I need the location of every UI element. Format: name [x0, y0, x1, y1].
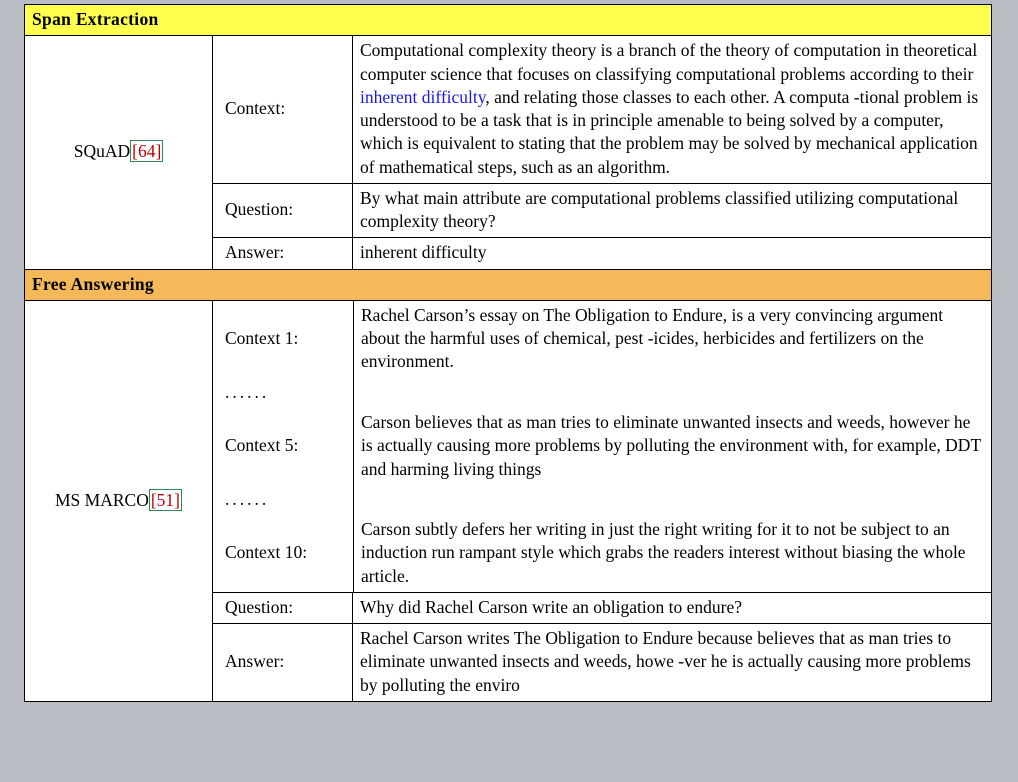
free-answering-heading: Free Answering [25, 269, 992, 300]
dataset-label: SQuAD [73, 141, 131, 162]
ellipsis-2-spacer [353, 485, 991, 515]
row-label-context-10: Context 10: [225, 542, 308, 563]
table [24, 4, 992, 702]
row-text-answer: Rachel Carson writes The Obligation to Endure because believes that as man tries to eliminate unwanted insects and weeds, howe -ver he is actually causing more problems by polluting the enviro [353, 624, 992, 702]
citation-ref[interactable]: [64] [132, 141, 162, 162]
span-extraction-heading: Span Extraction [25, 5, 992, 36]
citation-ref[interactable]: [51] [150, 489, 180, 510]
context-grid [213, 301, 991, 592]
context-group-cell [213, 300, 992, 592]
row-label-question: Question: [213, 183, 353, 238]
row-text-context [353, 36, 992, 184]
row-text-context-5: Carson believes that as man tries to eliminate unwanted insects and weeds, however he is actually causing more problems by polluting the environment with, for example, DDT and harming living things [353, 408, 991, 485]
section-header-free-answering [25, 269, 992, 300]
dataset-label: MS MARCO [54, 489, 149, 510]
dataset-name-msmarco [25, 300, 213, 701]
row-text-question: By what main attribute are computational problems classified utilizing computational complexity theory? [353, 183, 992, 238]
context-text-before: Computational complexity theory is a branch of the theory of computation in theoretical computer science that focuses on classifying computational problems according to their [360, 40, 978, 84]
row-text-context-10: Carson subtly defers her writing in just the right writing for it to not be subject to an induction run rampant style which grabs the readers interest without biasing the whole article. [353, 515, 991, 592]
row-label-answer: Answer: [213, 624, 353, 702]
context-text-after: , and relating those classes to each other. A computa -tional problem is understood to be a task that is in principle amenable to being solved by a computer, which is equivalent to stating that the problem may be solved by mechanical application of mathematical steps, such as an algorithm. [360, 86, 979, 177]
row-label-context-5: Context 5: [225, 435, 299, 456]
context-highlight: inherent difficulty [360, 86, 486, 107]
ellipsis-2: ...... [225, 488, 270, 509]
ellipsis-1-spacer [353, 378, 991, 408]
qa-examples-table [24, 4, 992, 702]
row-text-context-1: Rachel Carson’s essay on The Obligation to Endure, is a very convincing argument about the harmful uses of chemical, pest -icides, herbicides and fertilizers on the environment. [353, 301, 991, 378]
row-label-context: Context: [213, 36, 353, 184]
row-label-answer: Answer: [213, 238, 353, 269]
row-text-answer: inherent difficulty [353, 238, 992, 269]
row-text-question: Why did Rachel Carson write an obligation to endure? [353, 592, 992, 623]
row-label-question: Question: [213, 592, 353, 623]
table-row [25, 36, 992, 184]
table-row [25, 300, 992, 592]
dataset-name-squad [25, 36, 213, 269]
ellipsis-1: ...... [225, 381, 270, 402]
section-header-span-extraction [25, 5, 992, 36]
row-label-context-1: Context 1: [225, 328, 299, 349]
